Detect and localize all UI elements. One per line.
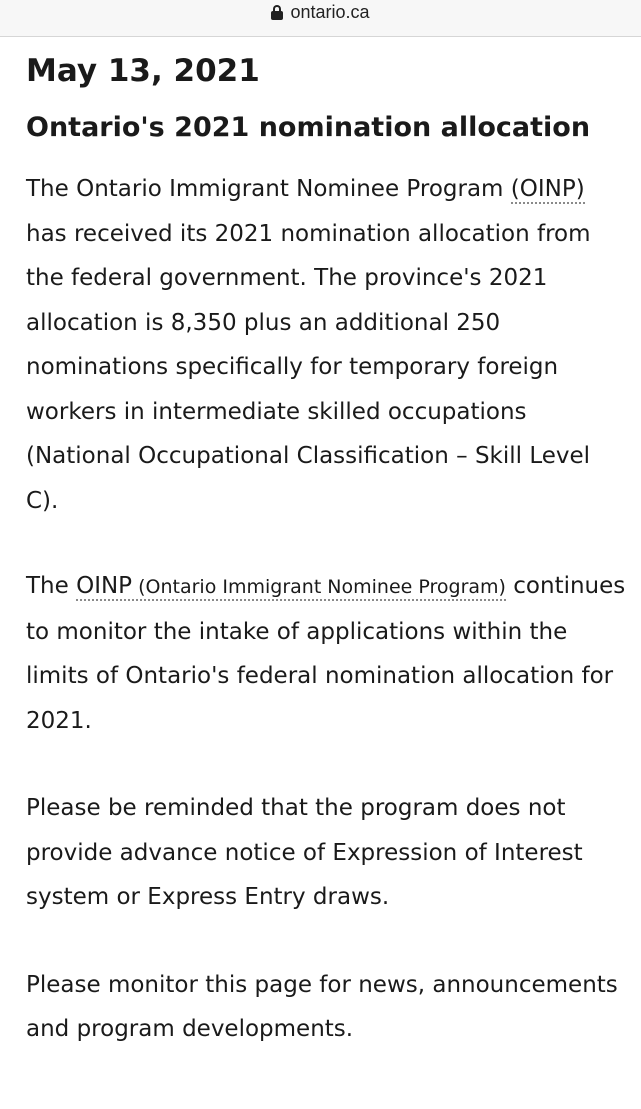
url-text[interactable]: ontario.ca (290, 1, 370, 22)
paragraph-text: has received its 2021 nomination allocation from the federal government. The province's 2021 allocation is 8,350 plus an additional 250 nominations specifically for temporary foreign workers in intermediate skilled occupations (National Occupational Classification – Skill Level C). (26, 220, 591, 514)
oinp-abbreviation-expanded[interactable] (76, 573, 506, 601)
oinp-abbreviation[interactable]: (OINP) (510, 176, 585, 202)
paragraph-reminder: Please be reminded that the program does not provide advance notice of Expression of Interest system or Express Entry draws. (26, 795, 583, 910)
article-date: May 13, 2021 (26, 53, 260, 89)
oinp-expansion: (Ontario Immigrant Nominee Program) (132, 576, 506, 598)
address-bar[interactable] (0, 0, 641, 37)
article-headline: Ontario's 2021 nomination allocation (26, 112, 591, 143)
paragraph-monitor-page: Please monitor this page for news, announcements and program developments. (26, 971, 618, 1042)
paragraph-text: The (26, 573, 77, 599)
article (26, 37, 626, 1052)
paragraph-text: continues to monitor the intake of applications within the limits of Ontario's federal nomination allocation for 2021. (26, 573, 626, 734)
address-bar-content (271, 2, 369, 23)
lock-icon (271, 5, 283, 20)
paragraph-monitoring (26, 564, 626, 743)
paragraph-allocation (26, 167, 626, 523)
paragraph-text: The Ontario Immigrant Nominee Program (26, 176, 511, 202)
oinp-abbreviation: OINP (76, 573, 133, 599)
